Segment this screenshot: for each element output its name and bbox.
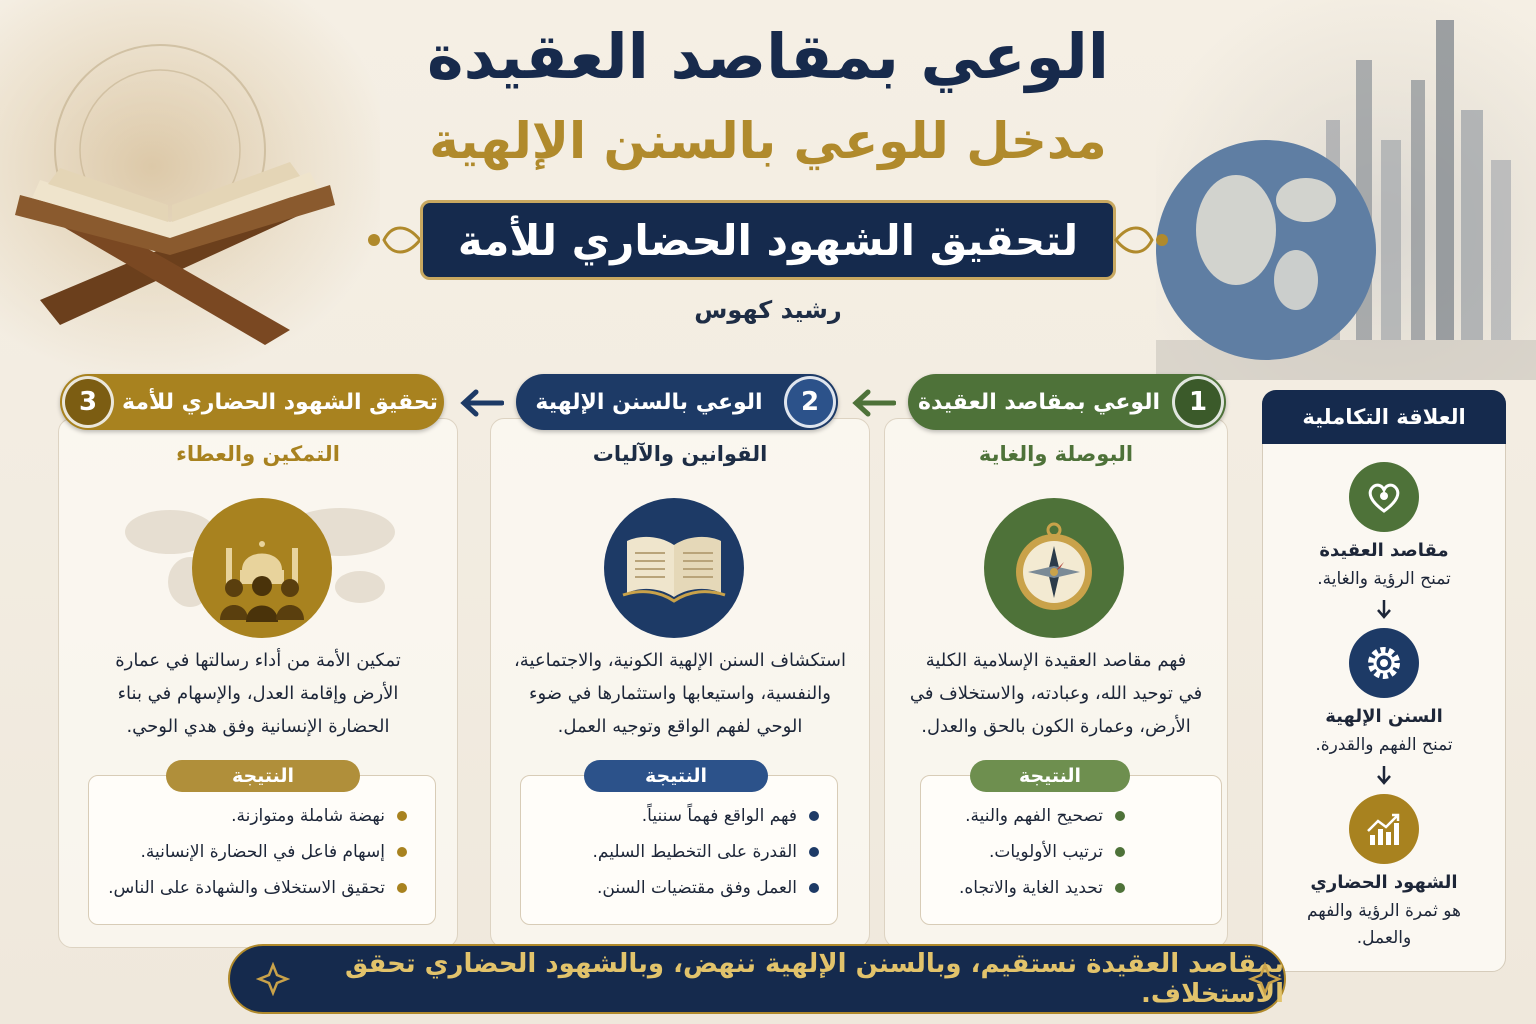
goal-banner-text: لتحقيق الشهود الحضاري للأمة (457, 215, 1079, 265)
bullet-icon (809, 847, 819, 857)
side-item-text-line: هو ثمرة الرؤية والفهم (1306, 901, 1461, 921)
list-item (921, 870, 1125, 906)
heart-icon (1349, 462, 1419, 532)
result-text: ترتيب الأولويات. (989, 842, 1103, 862)
ornament-right-icon (1248, 962, 1282, 996)
list-item (521, 870, 819, 906)
step-1-subtitle: البوصلة والغاية (978, 442, 1134, 466)
step-2-subtitle: القوانين والآليات (592, 442, 768, 466)
step-2-desc-line: الوحي لفهم الواقع وتوجيه العمل. (557, 716, 803, 737)
step-2-desc-line: استكشاف السنن الإلهية الكونية، والاجتماعية، (513, 650, 846, 671)
step-1-desc-line: فهم مقاصد العقيدة الإسلامية الكلية (925, 650, 1187, 671)
step-2-result-tag: النتيجة (584, 760, 768, 792)
page-subtitle: مدخل للوعي بالسنن الإلهية (429, 112, 1107, 170)
side-item-title: مقاصد العقيدة (1319, 540, 1449, 561)
integration-panel-title: العلاقة التكاملية (1262, 390, 1506, 444)
step-3-results-box (88, 775, 436, 925)
result-text: العمل وفق مقتضيات السنن. (597, 878, 797, 898)
side-item-text: تمنح الرؤية والغاية. (1317, 569, 1451, 589)
step-3-description (72, 644, 444, 743)
side-item-title: السنن الإلهية (1325, 706, 1443, 727)
list-item (89, 798, 407, 834)
step-3-desc-line: تمكين الأمة من أداء رسالتها في عمارة (115, 650, 401, 671)
result-text: فهم الواقع فهماً سننياً. (641, 806, 797, 826)
step-3-label: تحقيق الشهود الحضاري للأمة (122, 389, 438, 415)
arrow-left-icon (456, 388, 504, 418)
gear-icon (1349, 628, 1419, 698)
side-item-title: الشهود الحضاري (1310, 872, 1458, 893)
step-2-label: الوعي بالسنن الإلهية (535, 389, 763, 415)
list-item (521, 798, 819, 834)
ornament-left-icon (362, 214, 422, 266)
step-2-pill (516, 374, 838, 430)
step-1-description (894, 644, 1218, 743)
bullet-icon (1115, 811, 1125, 821)
bullet-icon (1115, 883, 1125, 893)
result-text: تحقيق الاستخلاف والشهادة على الناس. (108, 878, 385, 898)
step-1-number: 1 (1172, 376, 1224, 428)
step-2-results-box (520, 775, 838, 925)
arrow-left-icon (848, 388, 896, 418)
step-1-results-box (920, 775, 1222, 925)
step-1-pill (908, 374, 1226, 430)
list-item (921, 834, 1125, 870)
side-item-text-line: والعمل. (1356, 928, 1412, 948)
bullet-icon (809, 811, 819, 821)
footer-banner (228, 944, 1286, 1014)
step-2-number: 2 (784, 376, 836, 428)
growth-chart-icon (1349, 794, 1419, 864)
step-2-desc-line: والنفسية، واستيعابها واستثمارها في ضوء (528, 683, 831, 704)
bullet-icon (809, 883, 819, 893)
bullet-icon (397, 847, 407, 857)
community-mosque-icon (192, 498, 332, 638)
arrow-down-icon (1374, 598, 1394, 620)
list-item (89, 870, 407, 906)
step-1-result-tag: النتيجة (970, 760, 1130, 792)
bullet-icon (1115, 847, 1125, 857)
step-1-desc-line: الأرض، وعمارة الكون بالحق والعدل. (921, 716, 1191, 737)
bullet-icon (397, 811, 407, 821)
step-1-desc-line: في توحيد الله، وعبادته، والاستخلاف في (909, 683, 1203, 704)
list-item (521, 834, 819, 870)
list-item (89, 834, 407, 870)
step-3-subtitle: التمكين والعطاء (176, 442, 340, 466)
side-item-text (1280, 898, 1488, 952)
result-text: تصحيح الفهم والنية. (965, 806, 1103, 826)
side-item-text: تمنح الفهم والقدرة. (1315, 735, 1453, 755)
bullet-icon (397, 883, 407, 893)
goal-banner (420, 200, 1116, 280)
step-3-number: 3 (62, 376, 114, 428)
footer-text: بمقاصد العقيدة نستقيم، وبالسنن الإلهية ننهض، وبالشهود الحضاري تحقق الاستخلاف. (344, 949, 1284, 1009)
arrow-down-icon (1374, 764, 1394, 786)
ornament-right-icon (1114, 214, 1174, 266)
author-name: رشيد كهوس (694, 296, 842, 324)
step-3-desc-line: الأرض وإقامة العدل، والإسهام في بناء (117, 683, 399, 704)
result-text: القدرة على التخطيط السليم. (592, 842, 797, 862)
open-book-icon (604, 498, 744, 638)
result-text: إسهام فاعل في الحضارة الإنسانية. (140, 842, 385, 862)
result-text: نهضة شاملة ومتوازنة. (231, 806, 385, 826)
step-1-label: الوعي بمقاصد العقيدة (918, 389, 1160, 415)
step-2-description (494, 644, 866, 743)
step-3-pill (60, 374, 444, 430)
compass-icon (984, 498, 1124, 638)
ornament-left-icon (256, 962, 290, 996)
page-title: الوعي بمقاصد العقيدة (427, 20, 1109, 93)
list-item (921, 798, 1125, 834)
step-3-desc-line: الحضارة الإنسانية وفق هدي الوحي. (126, 716, 390, 737)
result-text: تحديد الغاية والاتجاه. (958, 878, 1103, 898)
step-3-result-tag: النتيجة (166, 760, 360, 792)
